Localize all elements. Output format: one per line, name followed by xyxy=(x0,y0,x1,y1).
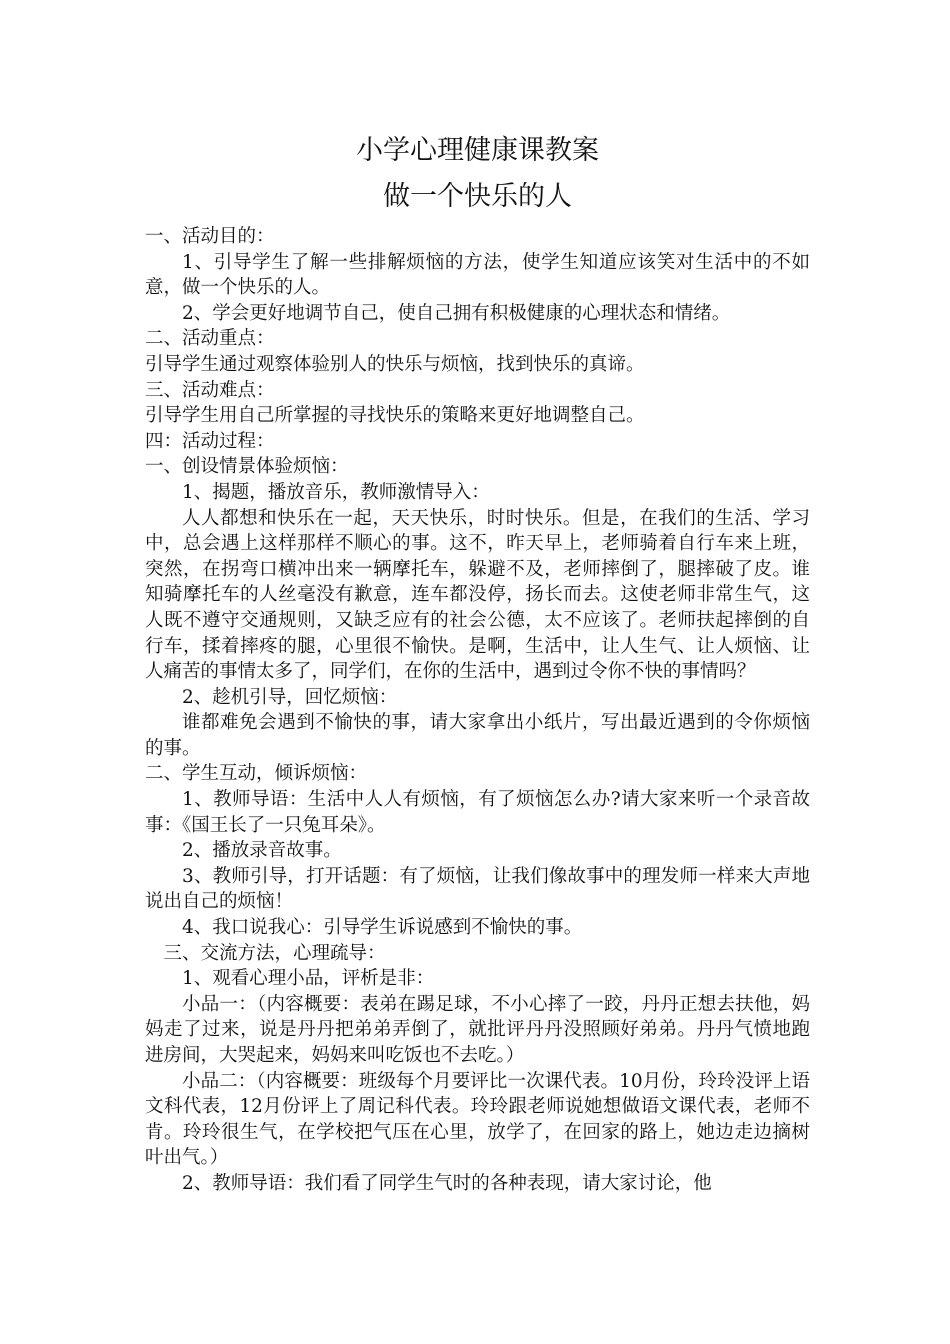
paragraph: 3、教师引导，打开话题：有了烦恼，让我们像故事中的理发师一样来大声地说出自己的烦恼！ xyxy=(145,865,810,913)
paragraph: 1、引导学生了解一些排解烦恼的方法，使学生知道应该笑对生活中的不如意，做一个快乐的人。 xyxy=(145,251,810,299)
paragraph: 2、趁机引导，回忆烦恼： xyxy=(182,686,398,708)
paragraph: 二、学生互动，倾诉烦恼： xyxy=(145,763,368,785)
document-body xyxy=(145,224,810,1197)
paragraph: 四：活动过程： xyxy=(145,430,275,452)
paragraph: 2、教师导语：我们看了同学生气时的各种表现，请大家讨论，他 xyxy=(182,1172,712,1194)
paragraph: 一、创设情景体验烦恼： xyxy=(145,456,349,478)
paragraph: 三、交流方法，心理疏导： xyxy=(163,942,386,964)
paragraph: 引导学生通过观察体验别人的快乐与烦恼，找到快乐的真谛。 xyxy=(145,353,645,375)
document-title: 小学心理健康课教案 xyxy=(356,135,599,166)
paragraph: 人人都想和快乐在一起，天天快乐，时时快乐。但是，在我们的生活、学习中，总会遇上这样那样不顺心的事。这不，昨天早上，老师骑着自行车来上班，突然，在拐弯口横冲出来一辆摩托车，躲避不及，老师摔倒了，腿摔破了皮。谁知骑摩托车的人丝毫没有歉意，连车都没停，扬长而去。这使老师非常生气，这人既不遵守交通规则，又缺乏应有的社会公德，太不应该了。老师扶起摔倒的自行车，揉着摔疼的腿，心里很不愉快。是啊，生活中，让人生气、让人烦恼、让人痛苦的事情太多了，同学们，在你的生活中，遇到过令你不快的事情吗？ xyxy=(145,507,810,683)
paragraph: 引导学生用自己所掌握的寻找快乐的策略来更好地调整自己。 xyxy=(145,405,645,427)
document-subtitle: 做一个快乐的人 xyxy=(383,181,572,212)
paragraph: 小品二：（内容概要：班级每个月要评比一次课代表。10月份，玲玲没评上语文科代表，12月份评上了周记科代表。玲玲跟老师说她想做语文课代表，老师不肯。玲玲很生气，在学校把气压在心里，放学了，在回家的路上，她边走边摘树叶出气。） xyxy=(145,1070,810,1169)
document-page xyxy=(145,128,810,1197)
paragraph: 2、学会更好地调节自己，使自己拥有积极健康的心理状态和情绪。 xyxy=(182,302,731,324)
paragraph: 一、活动目的： xyxy=(145,226,275,247)
paragraph: 谁都难免会遇到不愉快的事，请大家拿出小纸片，写出最近遇到的令你烦恼的事。 xyxy=(145,712,810,759)
paragraph: 2、播放录音故事。 xyxy=(182,840,342,862)
paragraph: 1、教师导语：生活中人人有烦恼，有了烦恼怎么办?请大家来听一个录音故事：《国王长了一只兔耳朵》。 xyxy=(145,789,810,836)
paragraph: 二、活动重点： xyxy=(145,328,275,350)
paragraph: 1、观看心理小品，评析是非： xyxy=(182,968,435,990)
paragraph: 三、活动难点： xyxy=(145,379,275,401)
paragraph: 小品一：（内容概要：表弟在踢足球，不小心摔了一跤，丹丹正想去扶他，妈妈走了过来，说是丹丹把弟弟弄倒了，就批评丹丹没照顾好弟弟。丹丹气愤地跑进房间，大哭起来，妈妈来叫吃饭也不去吃。） xyxy=(145,993,810,1066)
paragraph: 4、我口说我心：引导学生诉说感到不愉快的事。 xyxy=(182,917,583,939)
paragraph: 1、揭题，播放音乐，教师激情导入： xyxy=(182,481,490,503)
